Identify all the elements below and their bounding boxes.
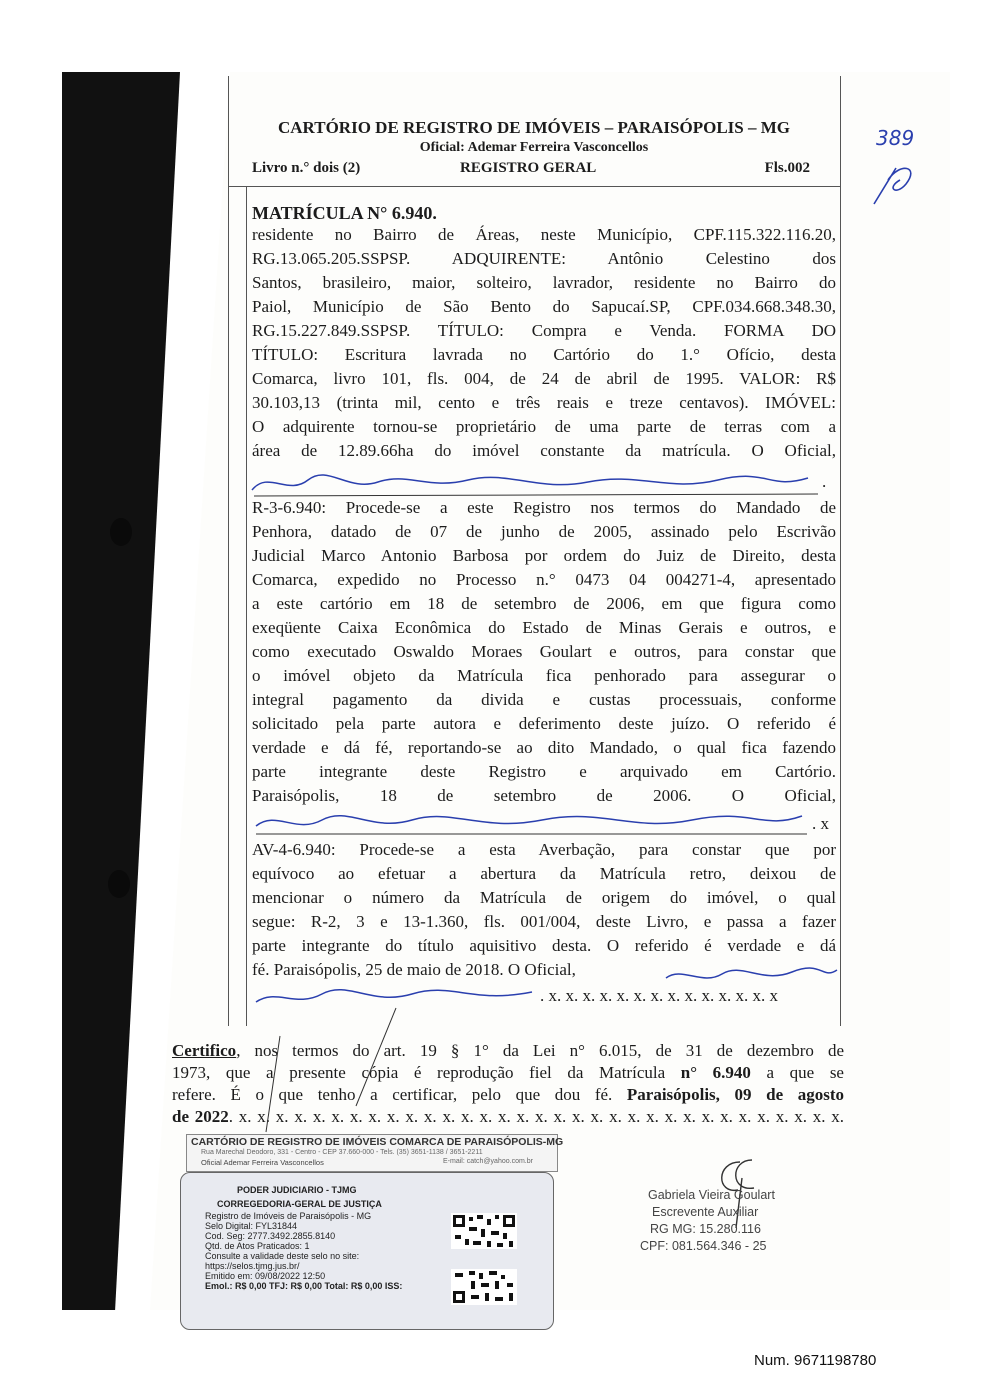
right-margin-rule — [840, 76, 841, 1026]
punch-hole-bottom — [108, 870, 130, 898]
stamp-email: E-mail: catch@yahoo.com.br — [443, 1158, 533, 1165]
r3-line-2: Penhora, datado de 07 de junho de 2005, assinado pelo Escrivão — [252, 522, 836, 541]
seal-registry: Registro de Imóveis de Paraisópolis - MG — [205, 1211, 372, 1221]
body-line-9: O adquirente tornou-se proprietário de uma parte de terras com a — [252, 417, 836, 436]
clerk-name: Gabriela Vieira Goulart — [648, 1188, 775, 1202]
qr-code-icon — [451, 1213, 517, 1249]
certificate-matricula: n° 6.940 — [680, 1063, 751, 1082]
qr-code-icon — [451, 1269, 517, 1305]
stamp-officer: Oficial Ademar Ferreira Vasconcellos — [201, 1158, 324, 1167]
official-signature-1 — [248, 466, 828, 500]
certificate-lead: Certifico — [172, 1041, 237, 1060]
body-line-2: RG.13.065.205.SSPSP. ADQUIRENTE: Antônio Celestino dos — [252, 249, 836, 268]
handwritten-page-number: 389 — [876, 126, 915, 150]
official-name: Oficial: Ademar Ferreira Vasconcellos — [419, 140, 649, 155]
r3-line-4: Comarca, expedido no Processo n.° 0473 04 004271-4, apresentado — [252, 570, 836, 589]
registry-office-title: CARTÓRIO DE REGISTRO DE IMÓVEIS – PARAISÓPOLIS – MG — [278, 118, 790, 137]
av4-line-1: AV-4-6.940: Procede-se a esta Averbação, para constar que por — [252, 840, 836, 859]
document-number: Num. 9671198780 — [754, 1352, 877, 1369]
r3-line-1: R-3-6.940: Procede-se a este Registro nos termos do Mandado de — [252, 498, 836, 517]
seal-security-code: Cod. Seg: 2777.3492.2855.8140 — [205, 1231, 336, 1241]
certificate-line-3: refere. É o que tenho a certificar, pelo que dou fé. Paraisópolis, 09 de agosto — [172, 1085, 845, 1104]
r3-line-10: solicitado pela parte autora e deferimento deste juízo. O referido é — [252, 714, 836, 733]
r3-line-9: integral pagamento da divida e custas processuais, conforme — [252, 690, 836, 709]
sheet-number: Fls.002 — [764, 160, 810, 176]
certificate-line-2: 1973, que a presente cópia é reprodução fiel da Matrícula n° 6.940 a que se — [172, 1063, 844, 1082]
stamp-address: Rua Marechal Deodoro, 331 - Centro - CEP 37.660-000 - Tels. (35) 3651-1138 / 3651-2211 — [201, 1149, 483, 1156]
seal-fees: Emol.: R$ 0,00 TFJ: R$ 0,00 Total: R$ 0,00 ISS: — [205, 1281, 403, 1291]
seal-validate-url[interactable]: https://selos.tjmg.jus.br/ — [205, 1261, 300, 1271]
left-margin-rule — [228, 76, 229, 1026]
body-line-1: residente no Bairro de Áreas, neste Município, CPF.115.322.116.20, — [252, 225, 836, 244]
r3-line-11: verdade e dá fé, reportando-se ao dito Mandado, o qual fica fazendo — [252, 738, 836, 757]
seal-acts-count: Qtd. de Atos Praticados: 1 — [205, 1241, 310, 1251]
av4-filler: . x. x. x. x. x. x. x. x. x. x. x. x. x. x — [540, 986, 778, 1005]
clerk-role: Escrevente Auxiliar — [652, 1205, 759, 1219]
header-rule — [228, 186, 840, 187]
r3-line-6: exeqüente Caixa Econômica do Estado de Minas Gerais e outros, e — [252, 618, 836, 637]
av4-line-5: parte integrante do título aquisitivo desta. O referido é verdade e dá — [252, 936, 836, 955]
seal-issued-at: Emitido em: 09/08/2022 12:50 — [205, 1271, 326, 1281]
clerk-rg: RG MG: 15.280.116 — [650, 1222, 761, 1236]
seal-validate-note: Consulte a validade deste selo no site: — [205, 1251, 360, 1261]
register-type: REGISTRO GERAL — [460, 160, 597, 176]
digital-seal — [180, 1172, 554, 1330]
av4-line-3: mencionar o número da Matrícula de origem do imóvel, o qual — [252, 888, 836, 907]
book-number: Livro n.° dois (2) — [252, 160, 361, 176]
official-signature-2 — [252, 808, 812, 838]
certificate-place-date: Paraisópolis, 09 de agosto — [626, 1085, 845, 1104]
stamp-title: CARTÓRIO DE REGISTRO DE IMÓVEIS COMARCA DE PARAISÓPOLIS-MG — [191, 1136, 564, 1148]
matricula-number: MATRÍCULA N° 6.940. — [252, 203, 437, 223]
body-line-5: RG.15.227.849.SSPSP. TÍTULO: Compra e Venda. FORMA DO — [252, 321, 836, 340]
body-line-6: TÍTULO: Escritura lavrada no Cartório do 1.° Ofício, desta — [252, 345, 836, 364]
body-line-3: Santos, brasileiro, maior, solteiro, lavrador, residente no Bairro do — [252, 273, 836, 292]
r3-line-7: como executado Oswaldo Moraes Goulart e outros, para constar que — [252, 642, 836, 661]
punch-hole-top — [110, 518, 132, 546]
body-line-7: Comarca, livro 101, fls. 004, de 24 de abril de 1995. VALOR: R$ — [252, 369, 836, 388]
signature-end-dot: . — [822, 472, 827, 491]
seal-corregedoria: CORREGEDORIA-GERAL DE JUSTIÇA — [217, 1199, 382, 1209]
clerk-cpf: CPF: 081.564.346 - 25 — [640, 1239, 767, 1253]
handwritten-rubric-icon — [866, 158, 926, 208]
r3-line-13: Paraisópolis, 18 de setembro de 2006. O Oficial, — [252, 786, 836, 805]
body-line-4: Paiol, Município de São Bento do Sapucaí.SP, CPF.034.668.348.30, — [252, 297, 836, 316]
certificate-line-4: de 2022. x. x. x. x. x. x. x. x. x. x. x. x. x. x. x. x. x. x. x. x. x. x. x. x. x. x. x. x. x. x. x. x. x. — [172, 1107, 845, 1126]
r3-line-3: Judicial Marco Antonio Barbosa por ordem do Juiz de Direito, desta — [252, 546, 836, 565]
certificate-line-1: Certifico, nos termos do art. 19 § 1° da Lei n° 6.015, de 31 de dezembro de — [172, 1041, 844, 1060]
certificate-year: de 2022 — [172, 1107, 229, 1126]
pen-strokes-icon — [236, 996, 426, 1136]
r3-line-8: o imóvel objeto da Matrícula fica penhorado para assegurar o — [252, 666, 836, 685]
seal-court: PODER JUDICIARIO - TJMG — [237, 1185, 357, 1195]
body-line-8: 30.103,13 (trinta mil, cento e três reais e treze centavos). IMÓVEL: — [252, 393, 836, 412]
seal-digital-code: Selo Digital: FYL31844 — [205, 1221, 298, 1231]
r3-filler: . x — [812, 814, 829, 833]
r3-line-5: a este cartório em 18 de setembro de 2006, em que figura como — [252, 594, 836, 613]
av4-line-4: segue: R-2, 3 e 13-1.360, fls. 001/004, deste Livro, e passa a fazer — [252, 912, 836, 931]
av4-line-2: equívoco ao efetuar a abertura da Matrícula retro, deixou de — [252, 864, 836, 883]
body-line-10: área de 12.89.66ha do imóvel constante da matrícula. O Oficial, — [252, 441, 836, 460]
r3-line-12: parte integrante deste Registro e arquivado em Cartório. — [252, 762, 836, 781]
av4-line-6: fé. Paraisópolis, 25 de maio de 2018. O Oficial, — [252, 960, 576, 979]
inner-margin-rule — [246, 186, 247, 1026]
office-stamp — [186, 1134, 564, 1172]
